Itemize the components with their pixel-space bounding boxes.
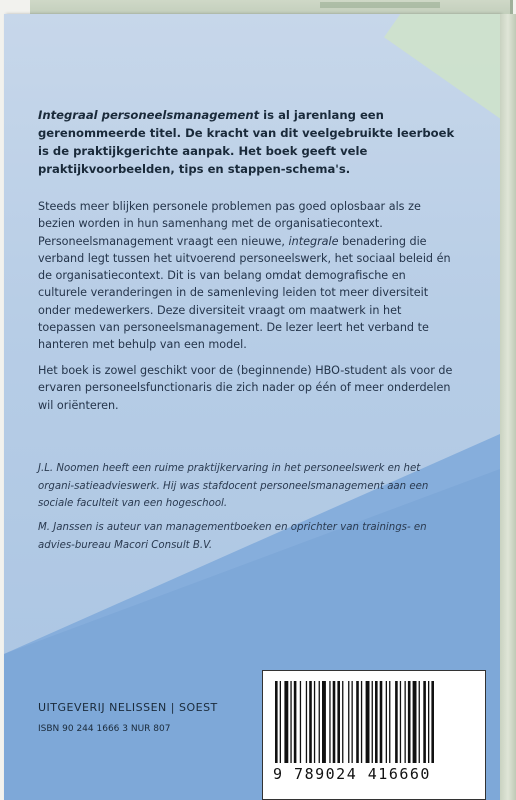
- book-top-label-strip: [320, 2, 440, 8]
- intro-paragraph: [38, 106, 458, 178]
- description-paragraph-2: Het boek is zowel geschikt voor de (beginnende) HBO-student als voor de ervaren personeelsfunctionaris die zich nader op één of meer onderdelen wil oriënteren.: [38, 364, 453, 412]
- intro-text: is al jarenlang een gerenommeerde titel. De kracht van dit veelgebruikte leerboek is de praktijkgerichte aanpak. Het boek geeft vele praktijkvoorbeelden, tips en stappen-schema's.: [38, 108, 455, 176]
- paragraph1-part1: Steeds meer blijken personele problemen pas goed oplosbaar als ze bezien worden in hun samenhang met de organisatiecontext. Personeelsmanagement vraagt een nieuwe,: [38, 200, 421, 248]
- paragraph1-italic: integrale: [288, 234, 339, 248]
- author-bio-noomen: J.L. Noomen heeft een ruime praktijkervaring in het personeelswerk en het organi-satieadvieswerk. Hij was stafdocent personeelsmanagement aan een sociale faculteit van een hogeschool.: [38, 463, 429, 509]
- back-cover: [4, 14, 500, 800]
- book-title-italic: Integraal personeelsmanagement: [38, 108, 260, 122]
- barcode-bars: [275, 681, 473, 763]
- paragraph1-part2: benadering die verband legt tussen het uitvoerend personeelswerk, het sociaal beleid én de organisatiecontext. Dit is van belang omdat demografische en culturele veranderingen in de samenleving leiden tot meer diversiteit onder medewerkers. Deze diversiteit vraagt om maatwerk in het toepassen van personeelsmanagement. De lezer leert het verband te hanteren met behulp van een model.: [38, 234, 451, 352]
- book-spine-edge: [500, 14, 516, 800]
- publisher-name: UITGEVERIJ NELISSEN | SOEST: [38, 701, 218, 714]
- barcode-number: 9 789024 416660: [273, 765, 431, 783]
- isbn-nur-line: ISBN 90 244 1666 3 NUR 807: [38, 724, 171, 734]
- description-paragraph-1: [38, 198, 458, 354]
- author-bio-janssen: M. Janssen is auteur van managementboeken en oprichter van trainings- en advies-bureau Macori Consult B.V.: [38, 522, 427, 551]
- barcode: [262, 670, 486, 800]
